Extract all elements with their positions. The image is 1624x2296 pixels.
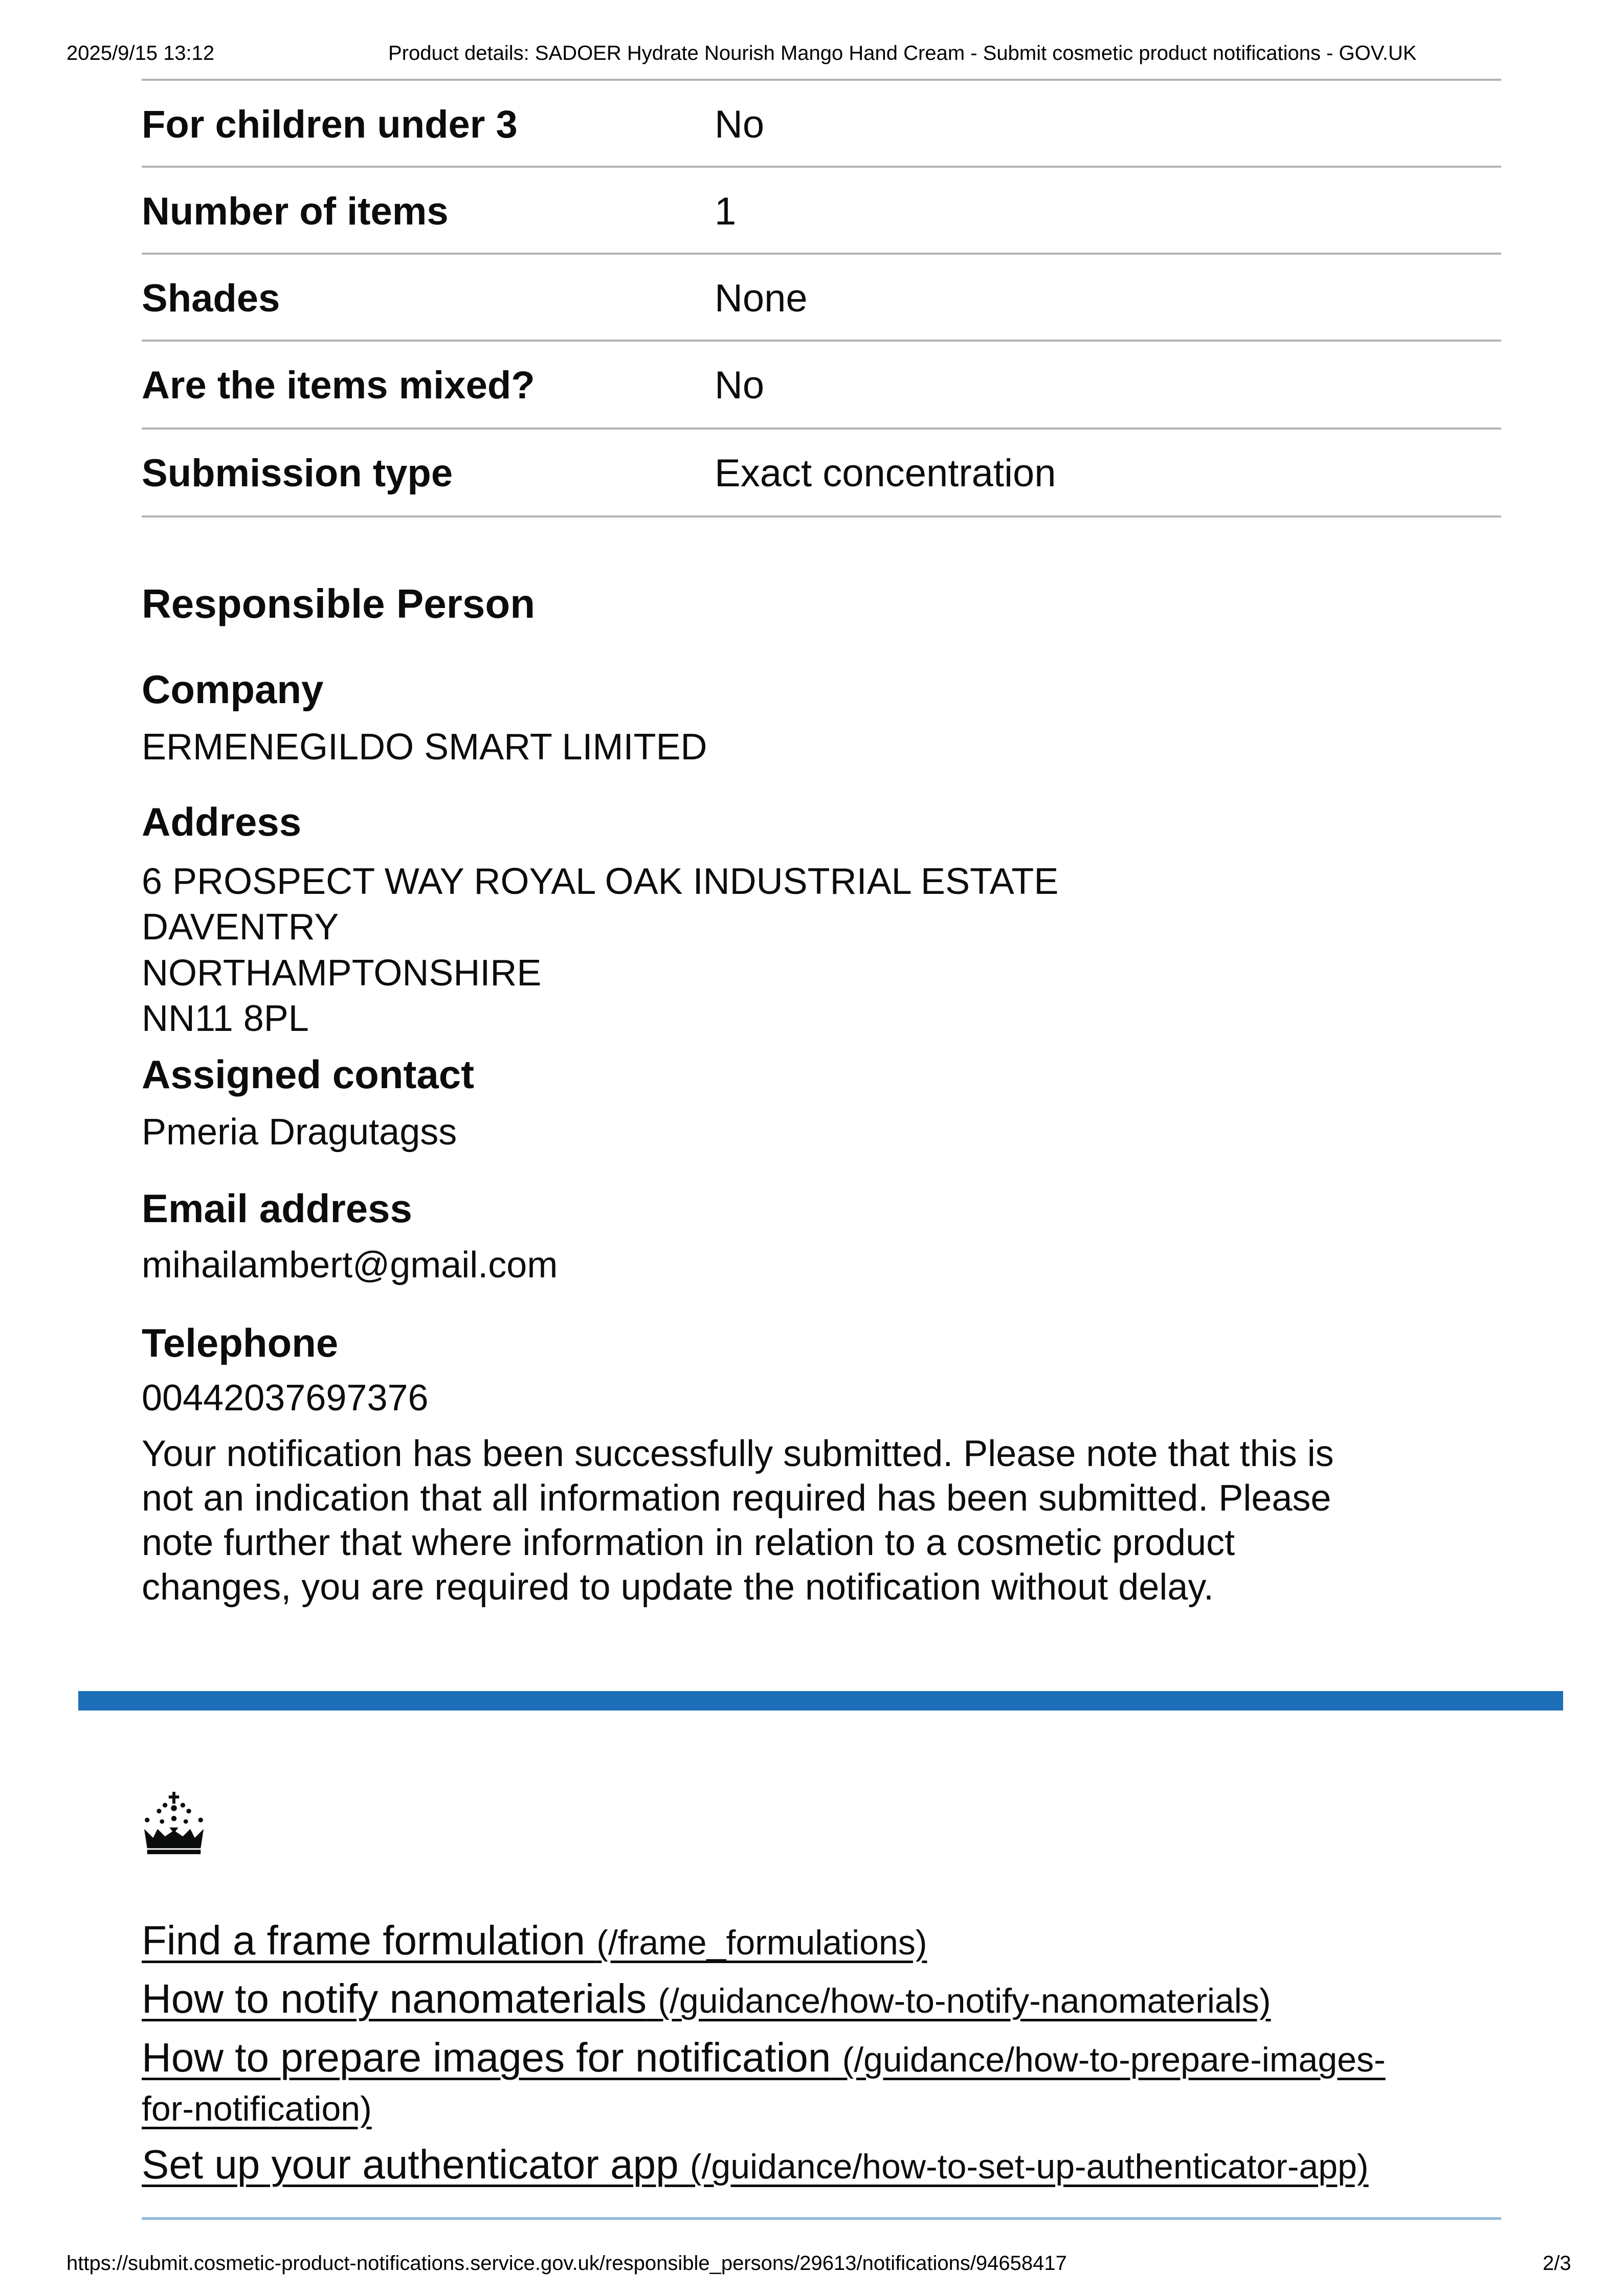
notice-line: changes, you are required to update the notification without delay.	[142, 1567, 1214, 1608]
address-label: Address	[142, 799, 302, 844]
notice-line: Your notification has been successfully submitted. Please note that this is	[142, 1433, 1334, 1474]
print-datetime: 2025/9/15 13:12	[66, 42, 215, 64]
row-value: No	[715, 364, 765, 407]
print-page-title: Product details: SADOER Hydrate Nourish Mango Hand Cream - Submit cosmetic product notifications - GOV.UK	[388, 42, 1417, 64]
table-row	[142, 342, 1501, 430]
company-value: ERMENEGILDO SMART LIMITED	[142, 727, 707, 768]
submission-notice	[142, 1432, 1334, 1610]
email-value: mihailambert@gmail.com	[142, 1245, 558, 1286]
print-url: https://submit.cosmetic-product-notifications.service.gov.uk/responsible_persons/29613/notifications/94658417	[66, 2252, 1067, 2275]
row-key: Number of items	[142, 190, 449, 233]
responsible-person-heading: Responsible Person	[142, 581, 536, 626]
telephone-value: 00442037697376	[142, 1378, 429, 1419]
notice-line: not an indication that all information required has been submitted. Please	[142, 1478, 1331, 1519]
row-value: Exact concentration	[715, 452, 1056, 495]
link-authenticator-app[interactable]: Set up your authenticator app (/guidance/how-to-set-up-authenticator-app)	[142, 2142, 1369, 2187]
link-frame-formulation[interactable]: Find a frame formulation (/frame_formulations)	[142, 1918, 927, 1963]
telephone-label: Telephone	[142, 1320, 339, 1365]
row-value: 1	[715, 190, 737, 233]
link-prepare-images[interactable]: How to prepare images for notification (/guidance/how-to-prepare-images- for-notification)	[142, 2035, 1386, 2128]
company-label: Company	[142, 667, 324, 712]
row-value: No	[715, 103, 765, 146]
address-line: 6 PROSPECT WAY ROYAL OAK INDUSTRIAL ESTATE	[142, 861, 1059, 902]
row-key: Shades	[142, 277, 280, 320]
address-line: NN11 8PL	[142, 998, 309, 1039]
table-row	[142, 81, 1501, 168]
table-row	[142, 255, 1501, 342]
footer-divider	[142, 2217, 1501, 2220]
row-key: Submission type	[142, 452, 453, 495]
address-line: NORTHAMPTONSHIRE	[142, 953, 542, 994]
email-label: Email address	[142, 1186, 412, 1231]
address-line: DAVENTRY	[142, 907, 339, 948]
contact-label: Assigned contact	[142, 1052, 475, 1097]
table-row	[142, 430, 1501, 517]
link-notify-nanomaterials[interactable]: How to notify nanomaterials (/guidance/how-to-notify-nanomaterials)	[142, 1976, 1271, 2021]
notice-line: note further that where information in relation to a cosmetic product	[142, 1522, 1235, 1563]
row-key: For children under 3	[142, 103, 518, 146]
table-row	[142, 168, 1501, 255]
print-page-number: 2/3	[1543, 2252, 1571, 2275]
footer-top-bar	[78, 1691, 1563, 1710]
row-value: None	[715, 277, 808, 320]
footer-links	[142, 1912, 1386, 2195]
crown-icon	[141, 1792, 207, 1854]
contact-value: Pmeria Dragutagss	[142, 1112, 457, 1153]
product-details-table	[142, 79, 1501, 517]
row-key: Are the items mixed?	[142, 364, 535, 407]
